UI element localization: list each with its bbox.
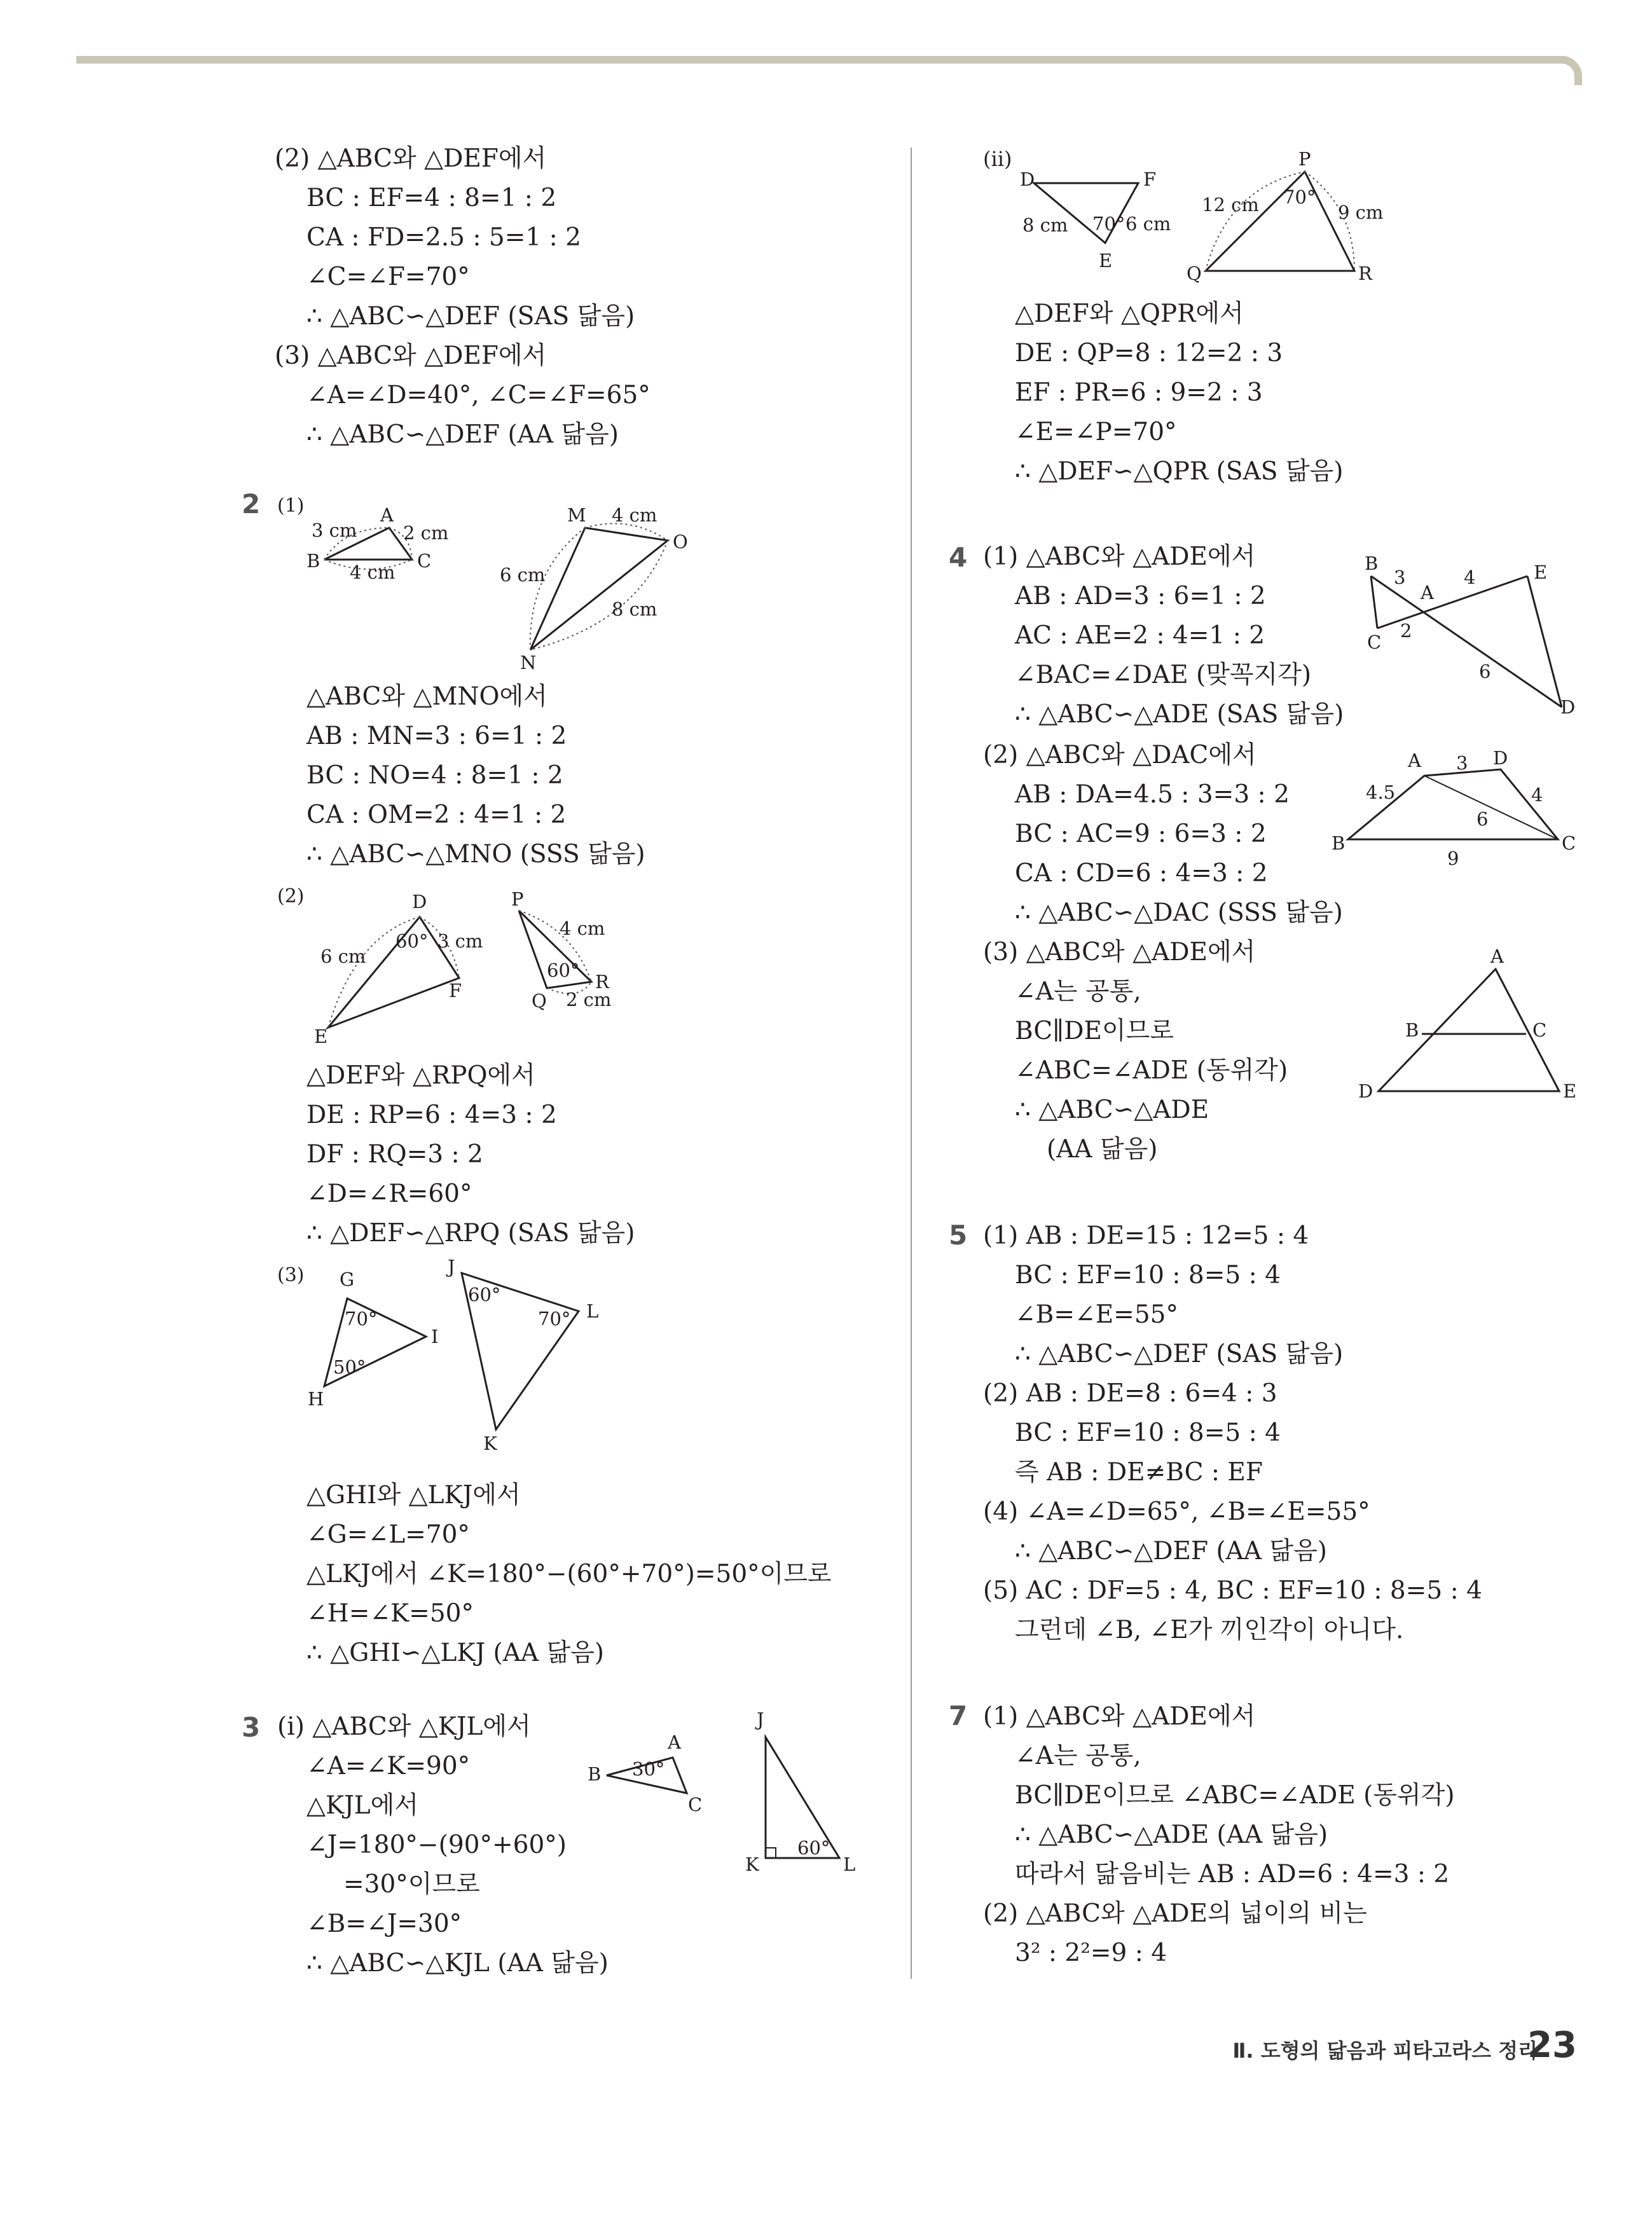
figure-q4-3	[1348, 941, 1590, 1106]
label-DE: 8 cm	[1022, 214, 1068, 236]
figure-q2-2	[299, 884, 655, 1049]
label-M: M	[567, 504, 586, 526]
label-PR: 4 cm	[560, 918, 605, 939]
label-L: L	[843, 1854, 856, 1875]
text-line: (2) AB : DE=8 : 6=4 : 3	[983, 1379, 1277, 1408]
text-line: (3) △ABC와 △ADE에서	[983, 938, 1256, 967]
text-line: BC∥DE이므로 ∠ABC=∠ADE (동위각)	[1015, 1781, 1455, 1810]
text-line: ∴ △ABC∽△DAC (SSS 닮음)	[1015, 898, 1343, 927]
label-A: A	[1408, 750, 1421, 771]
label-angleP: 70°	[1283, 186, 1316, 208]
text-line: AB : DA=4.5 : 3=3 : 2	[1015, 780, 1290, 809]
text-line: BC∥DE이므로	[1015, 1017, 1174, 1045]
label-L: L	[586, 1300, 599, 1322]
label-O: O	[673, 531, 688, 553]
text-line: ∴ △DEF∽△QPR (SAS 닮음)	[1015, 457, 1344, 486]
figure-q4-2	[1323, 744, 1615, 878]
label-AD: 3	[1456, 752, 1468, 774]
text-line: (AA 닮음)	[1047, 1135, 1158, 1164]
question-number: 5	[949, 1220, 968, 1251]
text-line: BC : EF=10 : 8=5 : 4	[1015, 1419, 1281, 1447]
text-line: =30°이므로	[343, 1870, 480, 1899]
text-line: ∠B=∠J=30°	[306, 1910, 462, 1938]
text-line: ∠J=180°−(90°+60°)	[306, 1831, 567, 1859]
subquestion-label: (ⅱ)	[983, 147, 1012, 171]
text-line: ∴ △ABC∽△ADE	[1015, 1096, 1209, 1124]
text-line: CA : CD=6 : 4=3 : 2	[1015, 859, 1268, 888]
text-line: ∴ △ABC∽△DEF (AA 닮음)	[306, 420, 619, 449]
text-line: ∠G=∠L=70°	[306, 1520, 470, 1549]
text-line: ∴ △ABC∽△DEF (SAS 닮음)	[1015, 1340, 1344, 1368]
label-AC: 2	[1400, 620, 1412, 642]
label-N: N	[520, 652, 537, 673]
text-line: BC : EF=10 : 8=5 : 4	[1015, 1261, 1281, 1290]
label-B: B	[1332, 832, 1346, 854]
text-line: (ⅰ) △ABC와 △KJL에서	[277, 1712, 531, 1741]
text-line: DE : QP=8 : 12=2 : 3	[1015, 339, 1283, 368]
figure-q2-3	[299, 1259, 630, 1463]
label-B: B	[306, 550, 320, 572]
label-C: C	[417, 550, 432, 572]
label-MO: 4 cm	[612, 504, 657, 526]
label-AC: 6	[1476, 808, 1489, 830]
label-AB: 4.5	[1366, 781, 1396, 803]
text-line: △ABC와 △MNO에서	[306, 682, 547, 711]
label-B: B	[1365, 553, 1379, 574]
label-AB: 3 cm	[312, 520, 357, 541]
label-angleJ: 60°	[468, 1284, 501, 1305]
text-line: AB : MN=3 : 6=1 : 2	[306, 722, 567, 750]
label-P: P	[1298, 148, 1311, 170]
text-line: ∴ △ABC∽△ADE (AA 닮음)	[1015, 1820, 1328, 1849]
column-divider	[911, 148, 912, 1979]
text-line: EF : PR=6 : 9=2 : 3	[1015, 378, 1263, 407]
text-line: ∠ABC=∠ADE (동위각)	[1015, 1056, 1288, 1085]
text-line: ∠E=∠P=70°	[1015, 418, 1177, 446]
label-R: R	[595, 971, 609, 993]
text-line: DE : RP=6 : 4=3 : 2	[306, 1101, 557, 1129]
label-angleH: 50°	[333, 1356, 366, 1378]
label-AE: 4	[1464, 567, 1476, 588]
label-AD: 6	[1479, 661, 1491, 682]
figure-q4-1	[1348, 547, 1590, 719]
text-line: AC : AE=2 : 4=1 : 2	[1015, 621, 1265, 650]
text-line: ∴ △ABC∽△MNO (SSS 닮음)	[306, 840, 645, 869]
label-angleE: 70°	[1092, 213, 1125, 235]
text-line: ∠B=∠E=55°	[1015, 1300, 1178, 1329]
label-P: P	[511, 888, 524, 910]
label-A: A	[1490, 946, 1504, 967]
page-number: 23	[1527, 2025, 1577, 2066]
label-A: A	[380, 504, 394, 526]
text-line: (1) △ABC와 △ADE에서	[983, 542, 1256, 571]
header-bar-corner	[1562, 56, 1582, 85]
text-line: BC : NO=4 : 8=1 : 2	[306, 761, 563, 790]
text-line: 그런데 ∠B, ∠E가 끼인각이 아니다.	[1015, 1616, 1404, 1644]
text-line: ∠BAC=∠DAE (맞꼭지각)	[1015, 661, 1312, 689]
label-angleD: 60°	[396, 930, 429, 952]
text-line: (4) ∠A=∠D=65°, ∠B=∠E=55°	[983, 1497, 1370, 1526]
label-F: F	[1143, 169, 1157, 190]
label-J: J	[448, 1259, 455, 1277]
label-NO: 8 cm	[612, 598, 657, 620]
label-B: B	[588, 1763, 602, 1785]
text-line: (2) △ABC와 △DEF에서	[275, 144, 547, 173]
label-K: K	[483, 1433, 497, 1454]
label-angleL: 60°	[797, 1837, 830, 1859]
label-AB: 3	[1394, 567, 1406, 588]
label-C: C	[1532, 1019, 1547, 1041]
text-line: ∴ △DEF∽△RPQ (SAS 닮음)	[306, 1219, 635, 1248]
text-line: ∠D=∠R=60°	[306, 1180, 472, 1208]
label-C: C	[1562, 832, 1576, 854]
label-A: A	[668, 1731, 681, 1753]
text-line: ∴ △ABC∽△ADE (SAS 닮음)	[1015, 700, 1344, 729]
text-line: (3) △ABC와 △DEF에서	[275, 341, 547, 370]
label-A: A	[1421, 582, 1434, 603]
text-line: CA : FD=2.5 : 5=1 : 2	[306, 223, 581, 252]
text-line: ∠A는 공통,	[1015, 1742, 1141, 1770]
text-line: BC : AC=9 : 6=3 : 2	[1015, 820, 1267, 848]
label-BC: 9	[1447, 848, 1459, 869]
label-E: E	[1534, 561, 1548, 583]
text-line: ∠C=∠F=70°	[306, 263, 470, 291]
text-line: △KJL에서	[306, 1791, 419, 1820]
label-MN: 6 cm	[500, 564, 546, 586]
label-angleL: 70°	[538, 1308, 571, 1330]
label-G: G	[340, 1269, 355, 1290]
label-H: H	[308, 1388, 324, 1410]
text-line: △LKJ에서 ∠K=180°−(60°+70°)=50°이므로	[306, 1560, 832, 1588]
label-D: D	[1020, 169, 1035, 190]
text-line: DF : RQ=3 : 2	[306, 1140, 483, 1169]
text-line: 따라서 닮음비는 AB : AD=6 : 4=3 : 2	[1015, 1860, 1450, 1889]
label-E: E	[1563, 1080, 1577, 1102]
label-D: D	[1493, 747, 1508, 769]
label-DE: 6 cm	[320, 946, 366, 967]
text-line: (2) △ABC와 △ADE의 넓이의 비는	[983, 1899, 1367, 1928]
label-F: F	[449, 980, 462, 1001]
text-line: △GHI와 △LKJ에서	[306, 1481, 521, 1510]
text-line: ∴ △ABC∽△DEF (SAS 닮음)	[306, 302, 635, 331]
subquestion-label: (1)	[277, 495, 305, 517]
label-D: D	[412, 891, 427, 912]
text-line: ∠A=∠D=40°, ∠C=∠F=65°	[306, 381, 650, 410]
subquestion-label: (2)	[277, 885, 305, 907]
text-line: ∠H=∠K=50°	[306, 1599, 474, 1628]
text-line: ∴ △ABC∽△KJL (AA 닮음)	[306, 1949, 609, 1978]
text-line: (1) △ABC와 △ADE에서	[983, 1702, 1256, 1731]
figure-q3-ii	[1011, 144, 1405, 290]
text-line: ∴ △ABC∽△DEF (AA 닮음)	[1015, 1537, 1327, 1566]
figure-q3-i	[579, 1704, 871, 1889]
question-number: 7	[949, 1700, 968, 1731]
label-R: R	[1358, 263, 1372, 284]
subquestion-label: (3)	[277, 1264, 305, 1286]
question-number: 4	[949, 542, 968, 573]
text-line: ∠A=∠K=90°	[306, 1752, 471, 1780]
figure-q2-1	[299, 496, 706, 674]
question-number: 2	[242, 488, 261, 520]
question-number: 3	[242, 1712, 261, 1743]
chapter-title: Ⅱ. 도형의 닮음과 피타고라스 정리	[1232, 2039, 1538, 2063]
text-line: ∴ △GHI∽△LKJ (AA 닮음)	[306, 1639, 605, 1667]
text-line: ∠A는 공통,	[1015, 977, 1141, 1006]
label-C: C	[1367, 631, 1382, 653]
label-PR: 9 cm	[1338, 202, 1384, 223]
label-I: I	[431, 1326, 439, 1347]
label-angleR: 60°	[547, 960, 580, 981]
label-angleB: 30°	[632, 1758, 665, 1780]
text-line: (2) △ABC와 △DAC에서	[983, 741, 1256, 769]
label-C: C	[688, 1794, 703, 1815]
label-EF: 6 cm	[1125, 213, 1171, 235]
label-DF: 3 cm	[437, 930, 483, 952]
text-line: BC : EF=4 : 8=1 : 2	[306, 184, 557, 212]
text-line: △DEF와 △QPR에서	[1015, 299, 1244, 328]
label-D: D	[1358, 1080, 1373, 1102]
label-E: E	[1099, 250, 1113, 272]
label-D: D	[1560, 696, 1576, 718]
text-line: CA : OM=2 : 4=1 : 2	[306, 801, 567, 829]
label-E: E	[314, 1026, 328, 1047]
header-bar	[76, 56, 1572, 64]
text-line: △DEF와 △RPQ에서	[306, 1061, 535, 1090]
label-QR: 2 cm	[566, 989, 612, 1010]
label-Q: Q	[532, 990, 547, 1012]
label-DC: 4	[1531, 784, 1543, 806]
text-line: 즉 AB : DE≠BC : EF	[1015, 1458, 1263, 1487]
text-line: (5) AC : DF=5 : 4, BC : EF=10 : 8=5 : 4	[983, 1576, 1482, 1605]
text-line: AB : AD=3 : 6=1 : 2	[1015, 582, 1266, 610]
label-BC: 4 cm	[350, 561, 396, 583]
label-AC: 2 cm	[403, 522, 449, 544]
label-B: B	[1405, 1019, 1419, 1041]
label-K: K	[745, 1854, 759, 1875]
label-Q: Q	[1187, 263, 1202, 284]
text-line: 3² : 2²=9 : 4	[1015, 1939, 1167, 1967]
label-J: J	[757, 1709, 764, 1730]
label-angleG: 70°	[345, 1308, 378, 1330]
label-PQ: 12 cm	[1202, 194, 1259, 216]
text-line: (1) AB : DE=15 : 12=5 : 4	[983, 1222, 1309, 1250]
